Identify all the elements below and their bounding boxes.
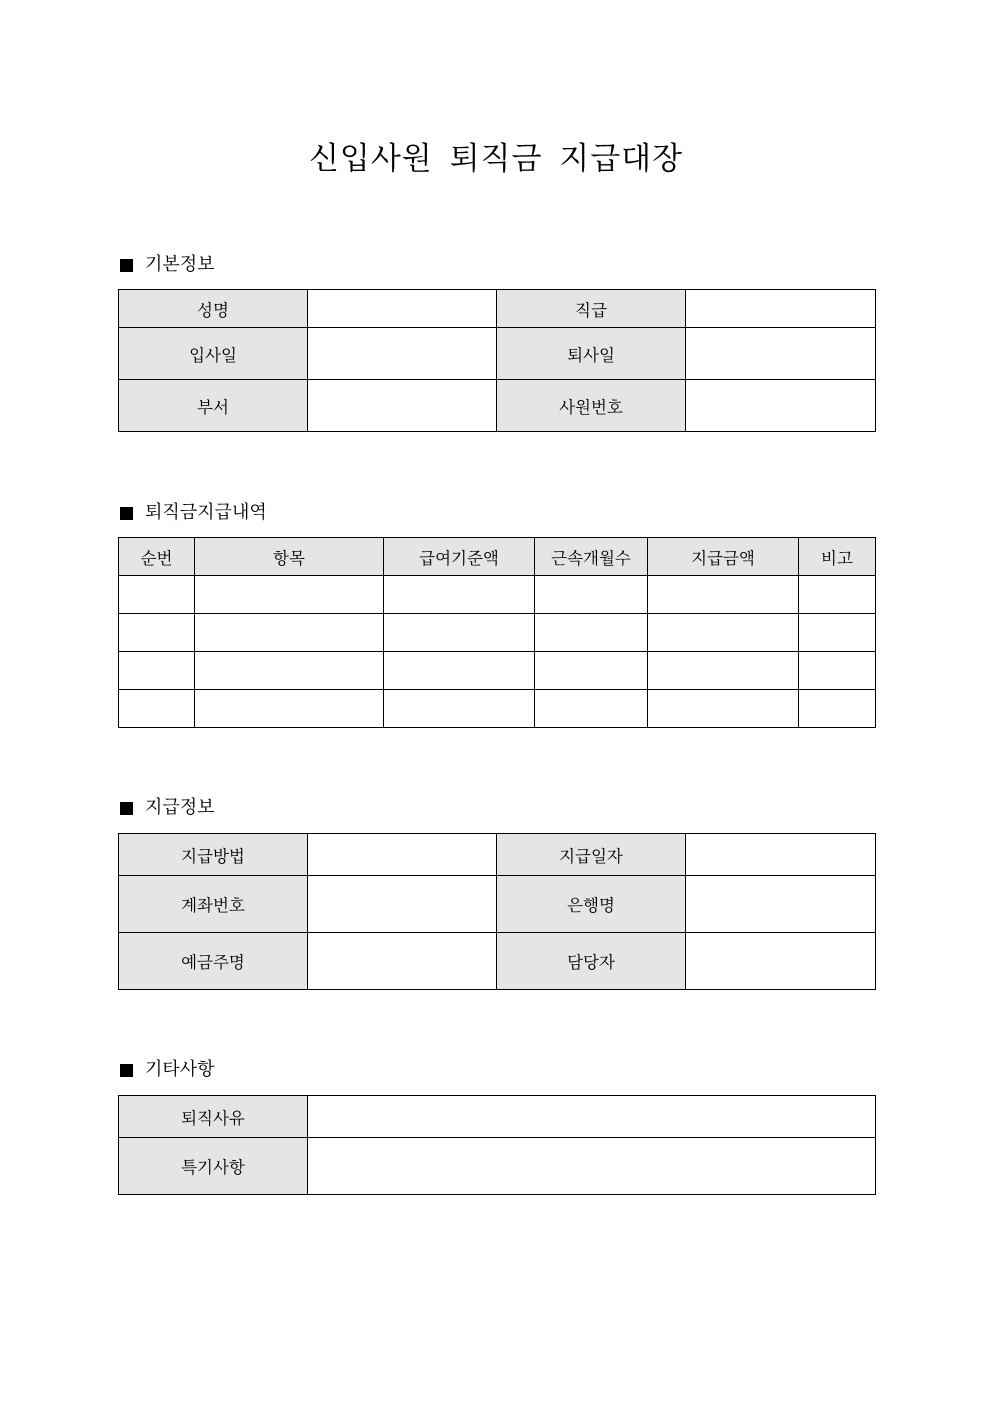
- label-resignation-reason: 퇴직사유: [119, 1096, 308, 1138]
- table-cell[interactable]: [119, 652, 195, 690]
- black-square-icon: [120, 507, 133, 520]
- table-cell[interactable]: [195, 690, 384, 728]
- name-field[interactable]: [308, 290, 497, 328]
- person-in-charge-field[interactable]: [686, 933, 876, 990]
- black-square-icon: [120, 1064, 133, 1077]
- section-heading-payment-details: [120, 501, 267, 525]
- table-cell[interactable]: [648, 576, 799, 614]
- position-field[interactable]: [686, 290, 876, 328]
- table-cell[interactable]: [535, 652, 648, 690]
- section-heading-payment-info: [120, 796, 215, 820]
- section-heading-label: 기본정보: [145, 254, 215, 275]
- account-holder-field[interactable]: [308, 933, 497, 990]
- table-row: [119, 876, 876, 933]
- table-row: [119, 1138, 876, 1195]
- table-cell[interactable]: [195, 652, 384, 690]
- label-resign-date: 퇴사일: [497, 328, 686, 380]
- hire-date-field[interactable]: [308, 328, 497, 380]
- table-cell[interactable]: [535, 690, 648, 728]
- payment-details-table: [118, 537, 876, 728]
- payment-method-field[interactable]: [308, 834, 497, 876]
- payment-date-field[interactable]: [686, 834, 876, 876]
- table-row: [119, 614, 876, 652]
- table-cell[interactable]: [384, 690, 535, 728]
- table-row: [119, 328, 876, 380]
- account-number-field[interactable]: [308, 876, 497, 933]
- section-heading-basic-info: [120, 253, 215, 277]
- table-cell[interactable]: [384, 614, 535, 652]
- page-title: 신입사원 퇴직금 지급대장: [308, 141, 684, 177]
- table-cell[interactable]: [648, 690, 799, 728]
- label-payment-method: 지급방법: [119, 834, 308, 876]
- employee-number-field[interactable]: [686, 380, 876, 432]
- table-cell[interactable]: [535, 576, 648, 614]
- table-cell[interactable]: [535, 614, 648, 652]
- other-info-table: [118, 1095, 876, 1195]
- label-bank-name: 은행명: [497, 876, 686, 933]
- table-cell[interactable]: [799, 652, 876, 690]
- basic-info-table: [118, 289, 876, 432]
- black-square-icon: [120, 259, 133, 272]
- resign-date-field[interactable]: [686, 328, 876, 380]
- column-header-note: 비고: [799, 538, 876, 576]
- table-cell[interactable]: [799, 614, 876, 652]
- label-account-holder: 예금주명: [119, 933, 308, 990]
- table-row: [119, 380, 876, 432]
- table-cell[interactable]: [119, 576, 195, 614]
- column-header-seq: 순번: [119, 538, 195, 576]
- table-cell[interactable]: [799, 576, 876, 614]
- column-header-base-salary: 급여기준액: [384, 538, 535, 576]
- label-position: 직급: [497, 290, 686, 328]
- black-square-icon: [120, 802, 133, 815]
- table-cell[interactable]: [119, 690, 195, 728]
- table-cell[interactable]: [384, 576, 535, 614]
- table-row: [119, 690, 876, 728]
- column-header-amount: 지급금액: [648, 538, 799, 576]
- label-department: 부서: [119, 380, 308, 432]
- label-payment-date: 지급일자: [497, 834, 686, 876]
- label-account-number: 계좌번호: [119, 876, 308, 933]
- resignation-reason-field[interactable]: [308, 1096, 876, 1138]
- section-heading-label: 기타사항: [145, 1059, 215, 1080]
- table-cell[interactable]: [195, 576, 384, 614]
- label-remarks: 특기사항: [119, 1138, 308, 1195]
- label-name: 성명: [119, 290, 308, 328]
- label-hire-date: 입사일: [119, 328, 308, 380]
- table-row: [119, 1096, 876, 1138]
- table-header-row: [119, 538, 876, 576]
- bank-name-field[interactable]: [686, 876, 876, 933]
- remarks-field[interactable]: [308, 1138, 876, 1195]
- table-cell[interactable]: [195, 614, 384, 652]
- table-row: [119, 652, 876, 690]
- table-cell[interactable]: [384, 652, 535, 690]
- section-heading-other: [120, 1058, 215, 1082]
- payment-info-table: [118, 833, 876, 990]
- section-heading-label: 퇴직금지급내역: [145, 502, 267, 523]
- table-cell[interactable]: [799, 690, 876, 728]
- label-person-in-charge: 담당자: [497, 933, 686, 990]
- table-cell[interactable]: [119, 614, 195, 652]
- table-cell[interactable]: [648, 652, 799, 690]
- column-header-months: 근속개월수: [535, 538, 648, 576]
- label-employee-number: 사원번호: [497, 380, 686, 432]
- table-row: [119, 576, 876, 614]
- department-field[interactable]: [308, 380, 497, 432]
- table-row: [119, 290, 876, 328]
- table-row: [119, 834, 876, 876]
- table-row: [119, 933, 876, 990]
- table-cell[interactable]: [648, 614, 799, 652]
- section-heading-label: 지급정보: [145, 797, 215, 818]
- column-header-item: 항목: [195, 538, 384, 576]
